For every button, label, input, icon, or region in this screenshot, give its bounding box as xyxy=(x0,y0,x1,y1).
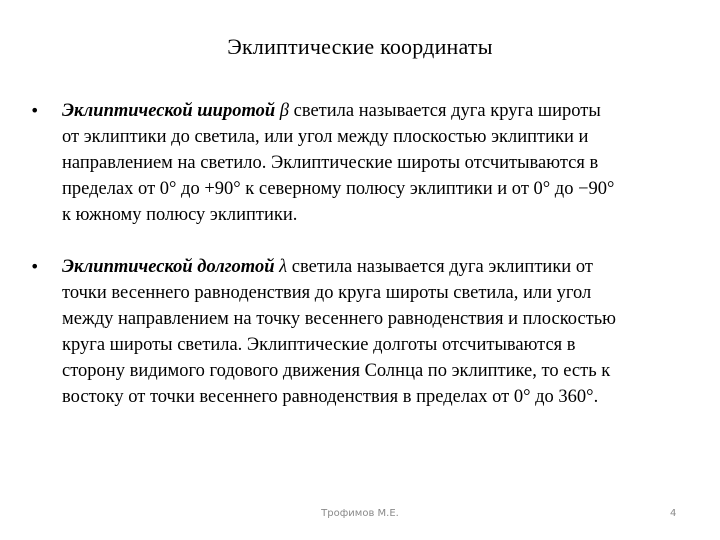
page-number: 4 xyxy=(670,508,677,519)
footer-author: Трофимов М.Е. xyxy=(321,508,399,519)
term-ecliptic-latitude: Эклиптической широтой xyxy=(62,101,276,121)
bullet-first-line xyxy=(62,98,662,124)
symbol-beta: β xyxy=(279,101,289,121)
bullet-ecliptic-latitude xyxy=(0,98,662,228)
bullet-first-line xyxy=(62,254,662,280)
bullet-marker: • xyxy=(30,101,40,120)
term-ecliptic-longitude: Эклиптической долготой xyxy=(62,257,275,277)
bullet-text: точки весеннего равноденствия до круга широты светила, или угол xyxy=(62,283,592,303)
bullet-text: к южному полюсу эклиптики. xyxy=(62,205,298,225)
bullet-text: круга широты светила. Эклиптические долготы отсчитываются в xyxy=(62,335,576,355)
bullet-text: направлением на светило. Эклиптические широты отсчитываются в xyxy=(62,153,599,173)
bullet-ecliptic-longitude xyxy=(0,254,662,410)
bullet-text: светила называется дуга круга широты xyxy=(289,101,601,121)
bullet-text: сторону видимого годового движения Солнца по эклиптике, то есть к xyxy=(62,361,611,381)
bullet-text: светила называется дуга эклиптики от xyxy=(287,257,593,277)
bullet-marker: • xyxy=(30,257,40,276)
bullet-text: пределах от 0° до +90° к северному полюсу эклиптики и от 0° до −90° xyxy=(62,179,615,199)
bullet-text: востоку от точки весеннего равноденствия в пределах от 0° до 360°. xyxy=(62,387,599,407)
bullet-list xyxy=(0,98,720,410)
bullet-text: между направлением на точку весеннего равноденствия и плоскостью xyxy=(62,309,617,329)
symbol-lambda: λ xyxy=(279,257,288,277)
slide-title: Эклиптические координаты xyxy=(227,34,493,59)
bullet-text: от эклиптики до светила, или угол между плоскостью эклиптики и xyxy=(62,127,589,147)
